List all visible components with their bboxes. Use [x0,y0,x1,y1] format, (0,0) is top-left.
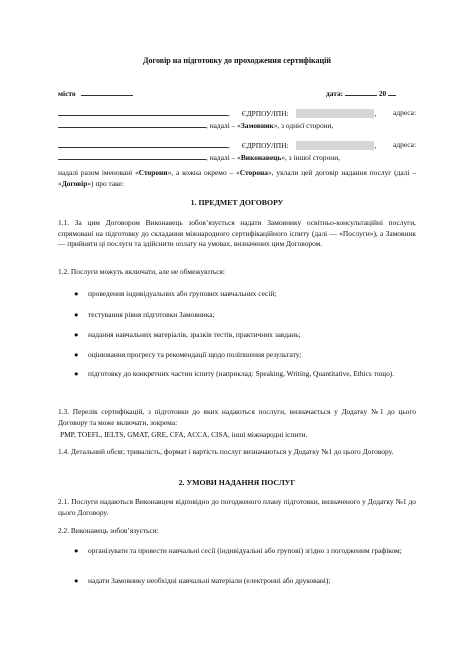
party1-name-blank[interactable] [58,108,228,116]
paragraph-1-1: 1.1. За цим Договором Виконавець зобов’язується надати Замовнику освітньо-консультаційні послуги, спрямовані на підготовку до складання міжнародного сертифікаційного іспиту (далі — «Послуги»), а Замовник — прийняти ці послуги та здійснити оплату на умовах, визначених цим Договором. [58,218,416,249]
section-1-title: 1. ПРЕДМЕТ ДОГОВОРУ [190,198,284,207]
document-title: Договір на підготовку до проходження сертифікацій [143,56,331,65]
bullet1-text-3: надання навчальних матеріалів, зразків тестів, практичних завдань; [88,330,301,339]
bullet1-text-5: підготовку до конкретних частин іспиту (наприклад: Speaking, Writing, Quantitative, Ethics тощо). [88,369,395,378]
bullet1-item-3 [74,330,408,341]
bullet-icon: ● [74,350,79,359]
party2-name-blank[interactable] [58,140,228,148]
date-label: дата [326,89,341,98]
bullet1-item-5 [74,369,408,380]
party1-edrpou-label: ЄДРПОУ/ІПН: [241,109,289,118]
party1-line2 [58,120,416,132]
party1-suffix-a: , надалі – « [206,121,241,130]
bullet2-item-1 [74,546,408,557]
bullet1-text-1: проведення індивідуальних або групових навчальних сесій; [88,289,277,298]
bullet-icon: ● [74,546,79,555]
year-blank[interactable] [388,88,396,96]
bullet-icon: ● [74,576,79,585]
party1-address-blank[interactable] [58,120,206,128]
party1-line1: , ЄДРПОУ/ІПН: , адреса: [58,108,416,120]
party2-edrpou-label: ЄДРПОУ/ІПН: [241,141,289,150]
party1-suffix-b: », з однієї сторони, [273,121,334,130]
intro-bold-sides: Сторони [138,168,168,177]
intro-text-4: ») про таке: [87,178,124,188]
paragraph-1-4: 1.4. Детальний обсяг, тривалість, формат і вартість послуг визначаються у Додатку №1 до цього Договору. [58,447,394,456]
date-line: дата: 20 [326,88,396,100]
party2-address-blank[interactable] [58,152,206,160]
bullet-icon: ● [74,330,79,339]
party2-line1: , ЄДРПОУ/ІПН: , адреса: [58,140,416,152]
date-year: 20 [378,89,387,98]
intro-text-1: надалі разом іменовані « [58,168,139,177]
party1-address-label: адреса: [393,108,416,117]
party2-address-label: адреса: [393,140,416,149]
bullet1-text-2: тестування рівня підготовки Замовника; [88,310,215,319]
bullet-icon: ● [74,369,79,378]
intro-text-2: », а кожна окремо – « [167,168,240,177]
party1-edrpou-field[interactable] [296,109,374,118]
bullet1-text-4: оцінювання прогресу та рекомендації щодо поліпшення результату; [88,350,302,359]
party2-line2 [58,152,416,164]
bullet2-item-2 [74,576,408,587]
paragraph-2-1: 2.1. Послуги надаються Виконавцем відповідно до погодженого плану підготовки, визначеного у Додатку №1 до цього Договору. [58,497,416,517]
city-blank[interactable] [81,88,133,96]
city-line [58,88,133,100]
intro-paragraph [58,168,416,189]
city-label: місто [58,89,76,98]
intro-bold-side: Сторона [239,168,268,177]
paragraph-1-2: 1.2. Послуги можуть включати, але не обмежуються: [58,267,225,276]
party2-suffix-b: », з іншої сторони, [281,153,341,162]
intro-text-3: », уклали цей договір надання послуг (далі – « [58,168,416,188]
party2-edrpou-field[interactable] [296,141,374,150]
bullet2-text-1: організувати та провести навчальні сесії (індивідуальні або групові) згідно з погодженим графіком; [88,546,402,555]
party1-role: Замовник [240,121,274,130]
party2-suffix-a: , надалі – « [206,153,241,162]
bullet1-item-2 [74,310,408,321]
certifications-list: PMP, TOEFL, IELTS, GMAT, GRE, CFA, ACCA, CISA, інші міжнародні іспити. [60,430,308,439]
bullet1-item-1 [74,289,408,300]
date-blank[interactable] [345,88,377,96]
bullet-icon: ● [74,310,79,319]
bullet1-item-4 [74,350,408,361]
section-2-title: 2. УМОВИ НАДАННЯ ПОСЛУГ [178,478,296,487]
party2-role: Виконавець [240,153,282,162]
paragraph-2-2: 2.2. Виконавець зобов’язується: [58,526,159,535]
paragraph-1-3: 1.3. Перелік сертифікацій, з підготовки до яких надаються послуги, визначається у Додатку №1 до цього Договору та може включати, зокрема: [58,407,416,427]
bullet-icon: ● [74,289,79,298]
intro-bold-contract: Договір [61,178,88,188]
bullet2-text-2: надати Замовнику необхідні навчальні матеріали (електронні або друковані); [88,576,331,585]
